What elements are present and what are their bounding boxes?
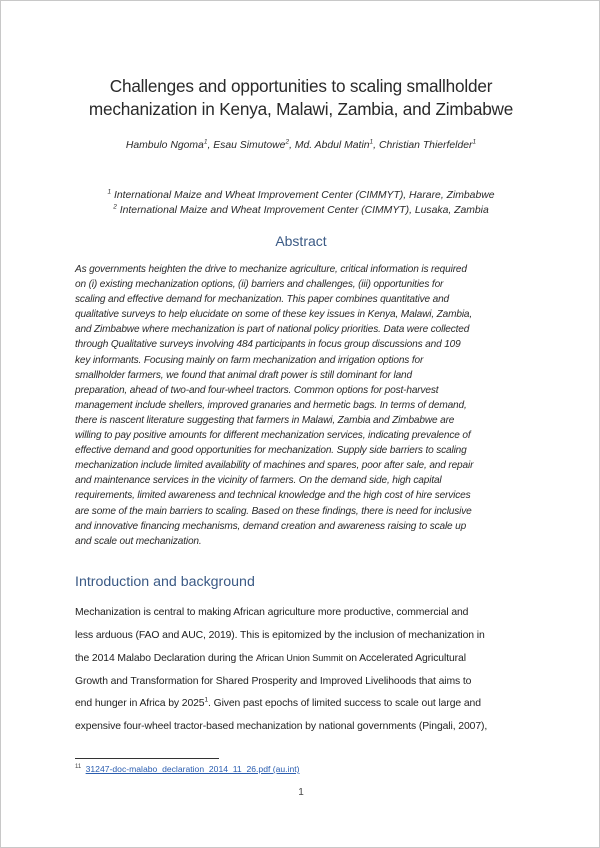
abstract-line: and scale out mechanization. — [75, 535, 202, 547]
affil-mark: 2 — [113, 203, 117, 211]
body-line — [75, 693, 545, 716]
abstract-line: requirements, limited awareness and technical knowledge and the high cost of hire services — [75, 490, 471, 502]
abstract-body — [75, 262, 535, 549]
body-text-span: African Union Summit — [255, 653, 343, 664]
affil-text: International Maize and Wheat Improvement Center (CIMMYT), Harare, Zimbabwe — [113, 190, 495, 201]
introduction-body — [75, 602, 545, 739]
abstract-line: management include shellers, improved granaries and hermetic bags. In terms of demand, — [75, 399, 467, 411]
body-line: expensive four-wheel tractor-based mechanization by national governments (Pingali, 2007), — [75, 720, 488, 732]
title-line: Challenges and opportunities to scaling smallholder — [109, 76, 493, 96]
author-affil-mark: 1 — [369, 138, 374, 146]
abstract-line: scaling and effective demand for mechanization. This paper combines quantitative and — [75, 294, 449, 306]
footnote-mark: 11 — [75, 764, 82, 771]
author-list: Hambulo Ngoma$^1$, Esau Simutowe$^2$, Md. Abdul Matin$^1$, Christian Thierfelder$^1$ — [125, 138, 477, 151]
title-line: mechanization in Kenya, Malawi, Zambia, and Zimbabwe — [88, 99, 514, 119]
abstract-line: and Zimbabwe where mechanization is part of national policy priorities. Data were collected — [75, 324, 470, 336]
abstract-line: and maintenance services in the vicinity of farmers. On the demand side, high capital — [75, 475, 442, 487]
abstract-line: smallholder farmers, we found that animal draft power is still dominant for land — [75, 369, 412, 381]
footnote-link[interactable]: 31247-doc-malabo_declaration_2014_11_26.pdf (au.int) — [85, 764, 300, 774]
affil-mark: 1 — [107, 188, 112, 196]
body-line: Mechanization is central to making African agriculture more productive, commercial and — [75, 607, 469, 618]
body-text-span: . Given past epochs of limited success to scale out large and — [208, 698, 481, 710]
author-affil-mark: 2 — [285, 138, 290, 146]
affiliation-item — [61, 188, 541, 203]
body-line — [75, 647, 545, 671]
affiliation-item — [61, 203, 541, 218]
body-text-span: on Accelerated Agricultural — [342, 653, 466, 665]
abstract-heading: Abstract — [275, 233, 327, 249]
footnote-separator — [75, 758, 219, 759]
abstract-line: and innovative financing mechanisms, demand creation and awareness raising to scale up — [75, 520, 467, 532]
abstract-line: willing to pay positive amounts for different mechanization services, indicating prevalence of — [75, 430, 471, 442]
body-line: Growth and Transformation for Shared Prosperity and Improved Livelihoods that aims to — [75, 675, 472, 687]
author-affil-mark: 1 — [203, 138, 208, 146]
abstract-line: mechanization include limited availability of machines and spares, poor after sale, and repair — [75, 460, 474, 472]
author-affil-mark: 1 — [472, 138, 477, 146]
section-heading-introduction: Introduction and background — [75, 574, 255, 590]
abstract-line: preparation, ahead of two-and four-wheel tractors. Common options for post-harvest — [75, 384, 439, 396]
body-line: less arduous (FAO and AUC, 2019). This is epitomized by the inclusion of mechanization in — [75, 629, 485, 641]
footnote — [75, 764, 300, 774]
abstract-line: through Qualitative surveys involving 484 participants in focus group discussions and 109 — [75, 339, 461, 351]
body-text-span: the 2014 Malabo Declaration during the — [75, 653, 256, 665]
paper-title — [61, 75, 541, 121]
abstract-line: key informants. Focusing mainly on farm mechanization and irrigation options for — [75, 354, 424, 366]
author-name: Christian Thierfelder — [378, 140, 473, 151]
abstract-line: there is nascent literature suggesting that farmers in Malawi, Zambia and Zimbabwe are — [75, 414, 455, 426]
footnote-reference[interactable]: 1 — [204, 696, 209, 704]
abstract-line: effective demand and good opportunities for mechanization. Supply side barriers to scaling — [75, 445, 467, 457]
abstract-line: on (i) existing mechanization options, (ii) barriers and challenges, (iii) opportunities for — [75, 279, 444, 291]
author-name: Hambulo Ngoma — [125, 140, 204, 151]
abstract-line: are some of the main barriers to scaling. Based on these findings, there is need for inclusive — [75, 505, 472, 517]
affiliations — [61, 188, 541, 218]
author-name: Md. Abdul Matin — [294, 140, 370, 151]
author-name: Esau Simutowe — [213, 140, 286, 151]
abstract-line: As governments heighten the drive to mechanize agriculture, critical information is required — [75, 264, 467, 275]
abstract-line: qualitative surveys to help elucidate on some of these key issues in Kenya, Malawi, Zambia, — [75, 309, 473, 321]
page-number: 1 — [298, 787, 304, 798]
body-text-span: end hunger in Africa by 2025 — [75, 698, 205, 710]
affil-text: International Maize and Wheat Improvement Center (CIMMYT), Lusaka, Zambia — [119, 205, 489, 216]
